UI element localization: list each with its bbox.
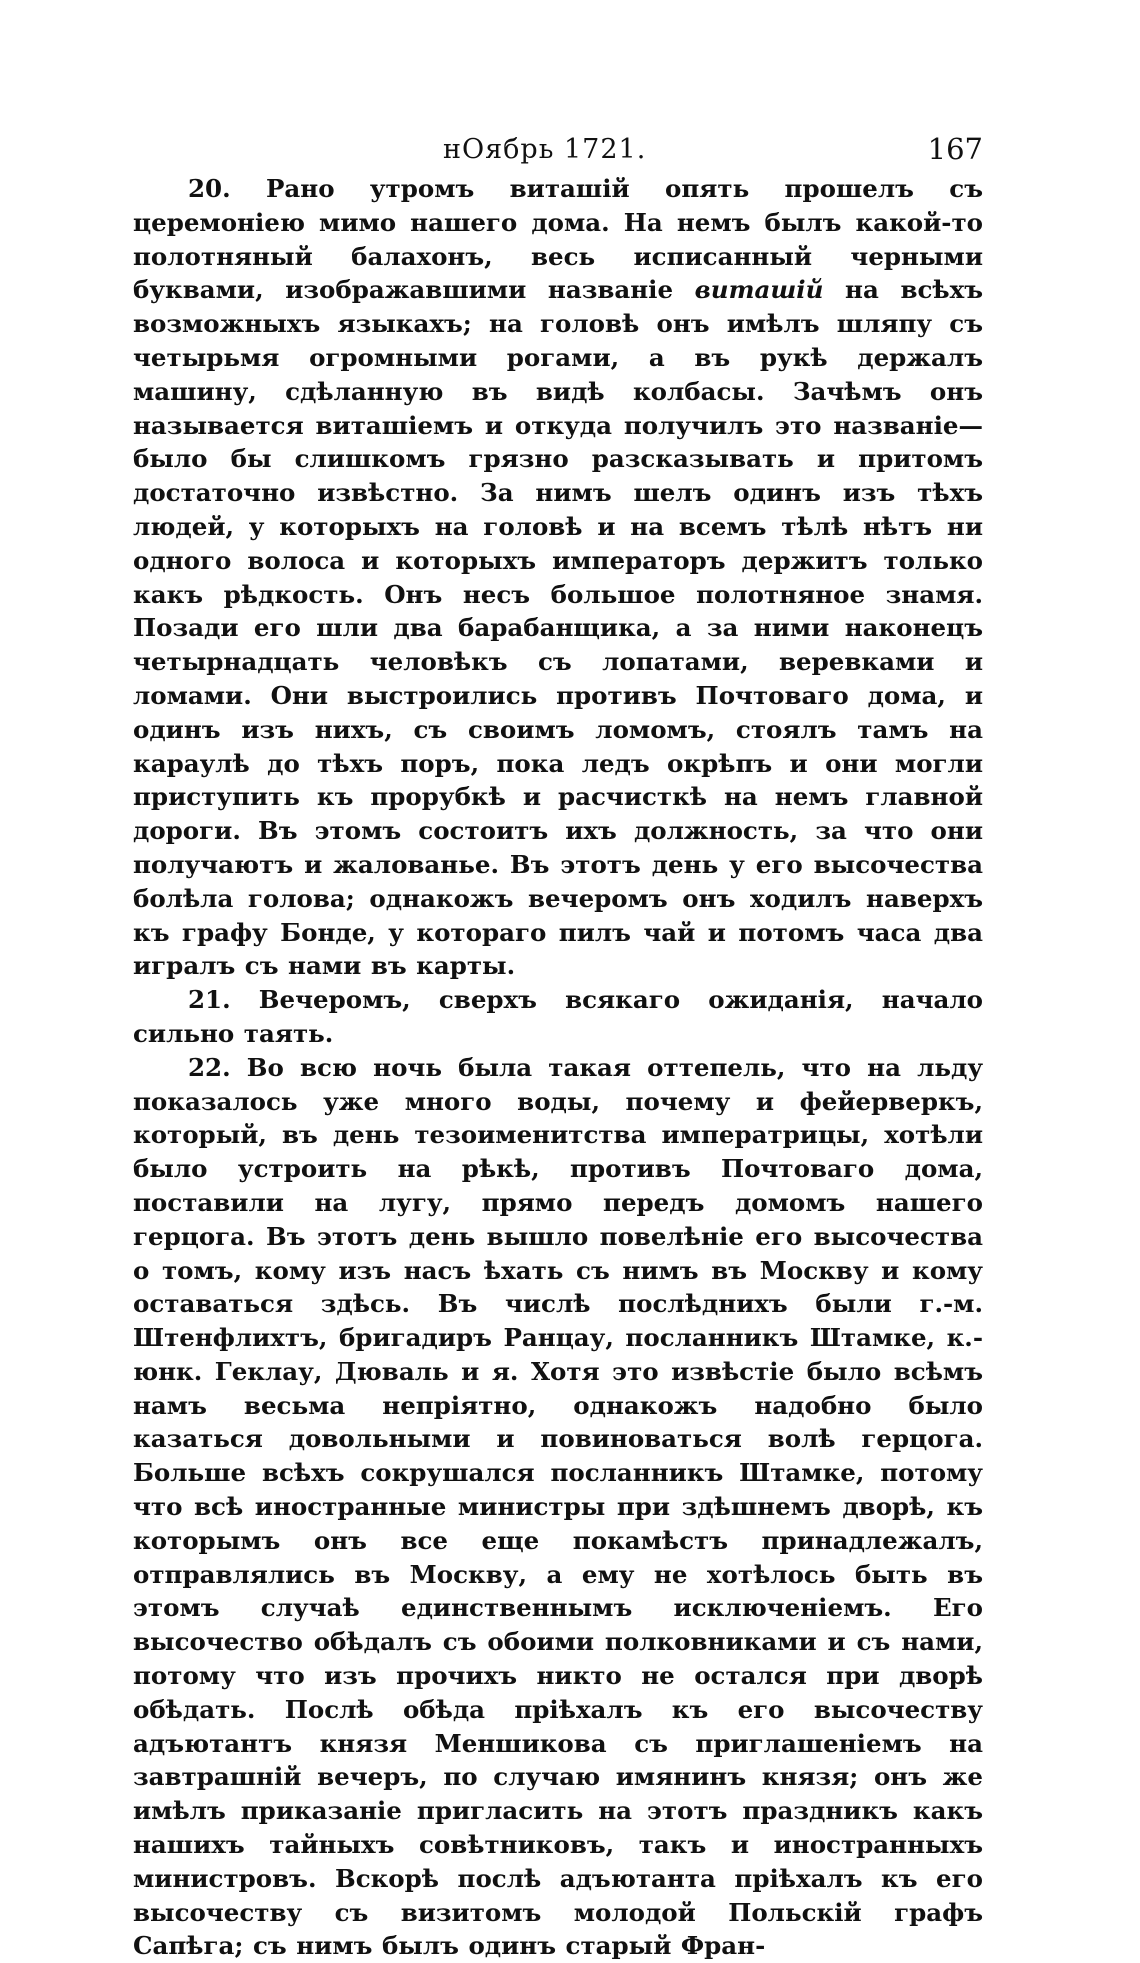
page-number: 167	[927, 132, 983, 166]
paragraph-22: 22. Во всю ночь была такая оттепель, что на льду показалось уже много воды, почему и фейерверкъ, который, въ день тезоименитства императрицы, хотѣли было устроить на рѣкѣ, противъ Почтоваго дома, поставили на лугу, прямо передъ домомъ нашего герцога. Въ этотъ день вышло повелѣніе его высочества о томъ, кому изъ насъ ѣхать съ нимъ въ Москву и кому оставаться здѣсь. Въ числѣ послѣднихъ были г.-м. Штенфлихтъ, бригадиръ Ранцау, посланникъ Штамке, к.-юнк. Геклау, Дюваль и я. Хотя это извѣстіе было всѣмъ намъ весьма непріятно, однакожъ надобно было казаться довольными и повиноваться волѣ герцога. Больше всѣхъ сокрушался посланникъ Штамке, потому что всѣ иностранные министры при здѣшнемъ дворѣ, къ которымъ онъ все еще покамѣстъ принадлежалъ, отправлялись въ Москву, а ему не хотѣлось быть въ этомъ случаѣ единственнымъ исключеніемъ. Его высочество обѣдалъ съ обоими полковниками и съ нами, потому что изъ прочихъ никто не остался при дворѣ обѣдать. Послѣ обѣда пріѣхалъ къ его высочеству адъютантъ князя Меншикова съ приглашеніемъ на завтрашній вечеръ, по случаю имянинъ князя; онъ же имѣлъ приказаніе пригласить на этотъ праздникъ какъ нашихъ тайныхъ совѣтниковъ, такъ и иностранныхъ министровъ. Вскорѣ послѣ адъютанта пріѣхалъ къ его высочеству съ визитомъ молодой Польскій графъ Сапѣга; съ нимъ былъ одинъ старый Фран-	[133, 1052, 983, 1961]
book-page	[133, 128, 983, 1963]
italic-term: виташій	[694, 275, 824, 305]
page-header	[133, 128, 983, 172]
paragraph-20-text-start: 20. Рано утромъ виташій опять прошелъ съ церемоніею мимо нашего дома. На немъ былъ какой-то полотняный балахонъ, весь исписанный черными буквами, изображавшими названіе	[133, 174, 983, 305]
paragraph-20	[133, 172, 983, 983]
paragraph-20-text-end: на всѣхъ возможныхъ языкахъ; на головѣ онъ имѣлъ шляпу съ четырьмя огромными рогами, а въ рукѣ держалъ машину, сдѣланную въ видѣ колбасы. Зачѣмъ онъ называется виташіемъ и откуда получилъ это названіе—было бы слишкомъ грязно разсказывать и притомъ достаточно извѣстно. За нимъ шелъ одинъ изъ тѣхъ людей, у которыхъ на головѣ и на всемъ тѣлѣ нѣтъ ни одного волоса и которыхъ императоръ держитъ только какъ рѣдкость. Онъ несъ большое полотняное знамя. Позади его шли два барабанщика, а за ними наконецъ четырнадцать человѣкъ съ лопатами, веревками и ломами. Они выстроились противъ Почтоваго дома, и одинъ изъ нихъ, съ своимъ ломомъ, стоялъ тамъ на караулѣ до тѣхъ поръ, пока ледъ окрѣпъ и они могли приступить къ прорубкѣ и расчисткѣ на немъ главной дороги. Въ этомъ состоитъ ихъ должность, за что они получаютъ и жалованье. Въ этотъ день у его высочества болѣла голова; однакожъ вечеромъ онъ ходилъ наверхъ къ графу Бонде, у котораго пилъ чай и потомъ часа два игралъ съ нами въ карты.	[133, 275, 984, 981]
paragraph-21: 21. Вечеромъ, сверхъ всякаго ожиданія, начало сильно таять.	[133, 985, 983, 1048]
running-title: нОябрь 1721.	[443, 134, 647, 165]
